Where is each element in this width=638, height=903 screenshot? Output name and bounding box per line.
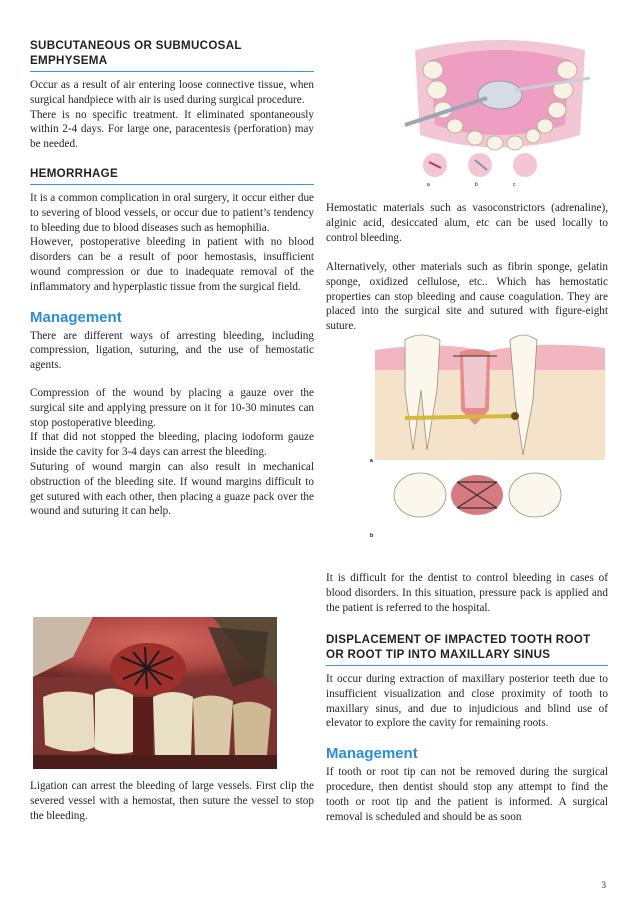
sutured-wound-photo — [33, 617, 277, 769]
figure-label: b — [475, 182, 478, 188]
section-displacement — [326, 632, 608, 824]
figure-label: c — [513, 182, 516, 188]
figure-hemostatic-placement — [395, 40, 605, 188]
figure-label: b — [370, 533, 374, 539]
paragraph: Suturing of wound margin can also result in mechanical obstruction of the bleeding site. If wound margins difficult to get sutured with each other, then placing a guaze pack over the wound and suturing it can help. — [30, 460, 314, 518]
heading-displacement: DISPLACEMENT OF IMPACTED TOOTH ROOT OR ROOT TIP INTO MAXILLARY SINUS — [326, 633, 591, 661]
paragraph: It is difficult for the dentist to control bleeding in cases of blood disorders. In this situation, pressure pack is applied and the patient is referred to the hospital. — [326, 572, 608, 614]
paragraph: If that did not stopped the bleeding, placing iodoform gauze inside the cavity for 3-4 days can arrest the bleeding. — [30, 431, 314, 459]
paragraph: There are different ways of arresting bleeding, including compression, ligation, suturing, and the use of hemostatic agents. — [30, 329, 314, 372]
paragraph: Ligation can arrest the bleeding of large vessels. First clip the severed vessel with a hemostat, then suture the vessel to stop the bleeding. — [30, 780, 314, 822]
heading-rule — [30, 71, 314, 72]
tooth-socket-illustration-icon — [365, 330, 605, 542]
heading-management: Management — [326, 745, 418, 763]
heading-rule — [30, 184, 314, 185]
maxilla-illustration-icon — [395, 40, 605, 188]
page-number: 3 — [601, 880, 606, 890]
paragraph: Hemostatic materials such as vasoconstrictors (adrenaline), alginic acid, desiccated alum, etc can be used locally to control bleeding. — [326, 202, 608, 244]
mouth-photo-icon — [33, 617, 277, 769]
paragraph: It occur during extraction of maxillary posterior teeth due to insufficient visualization and close proximity of tooth to maxillary sinus, and due to injudicious and blind use of elevator to explore the cavity for remaining roots. — [326, 673, 608, 730]
figure-label: a — [370, 458, 373, 464]
figure-socket-suture — [365, 330, 605, 542]
paragraph: If tooth or root tip can not be removed during the surgical procedure, then dentist should stop any attempt to find the tooth or root tip and the patient is informed. A surgical removal is scheduled and should be as soon — [326, 766, 608, 823]
figure-label: a — [427, 182, 430, 188]
heading-management: Management — [30, 308, 122, 326]
paragraph: Compression of the wound by placing a gauze over the surgical site and applying pressure on it for 10-30 minutes can stop postoperative bleeding. — [30, 386, 314, 429]
heading-rule — [326, 665, 608, 666]
paragraph: Alternatively, other materials such as fibrin sponge, gelatin sponge, oxidized cellulose, etc.. Which has hemostatic properties can stop bleeding and cause coagulation. They are placed into the surgical site and sutured with figure-eight suture. — [326, 261, 608, 333]
left-column — [30, 38, 314, 519]
paragraph: However, postoperative bleeding in patient with no blood disorders can be a result of poor hemostasis, insufficient wound compression or due to inadequate removal of the inflammatory and hyperplastic tissue from the surgical field. — [30, 236, 314, 293]
heading-emphysema: SUBCUTANEOUS OR SUBMUCOSAL EMPHYSEMA — [30, 39, 242, 67]
paragraph: It is a common complication in oral surgery, it occur either due to severing of blood vessels, or occur due to patient’s tendency to bleeding due to blood diseases such as hemophilia. — [30, 191, 314, 234]
heading-hemorrhage: HEMORRHAGE — [30, 166, 119, 180]
paragraph: Occur as a result of air entering loose connective tissue, when surgical handpiece with air is used during surgical procedure. — [30, 79, 314, 106]
paragraph: There is no specific treatment. It eliminated spontaneously within 2-4 days. For large one, paracentesis (perforation) may be needed. — [30, 108, 314, 151]
